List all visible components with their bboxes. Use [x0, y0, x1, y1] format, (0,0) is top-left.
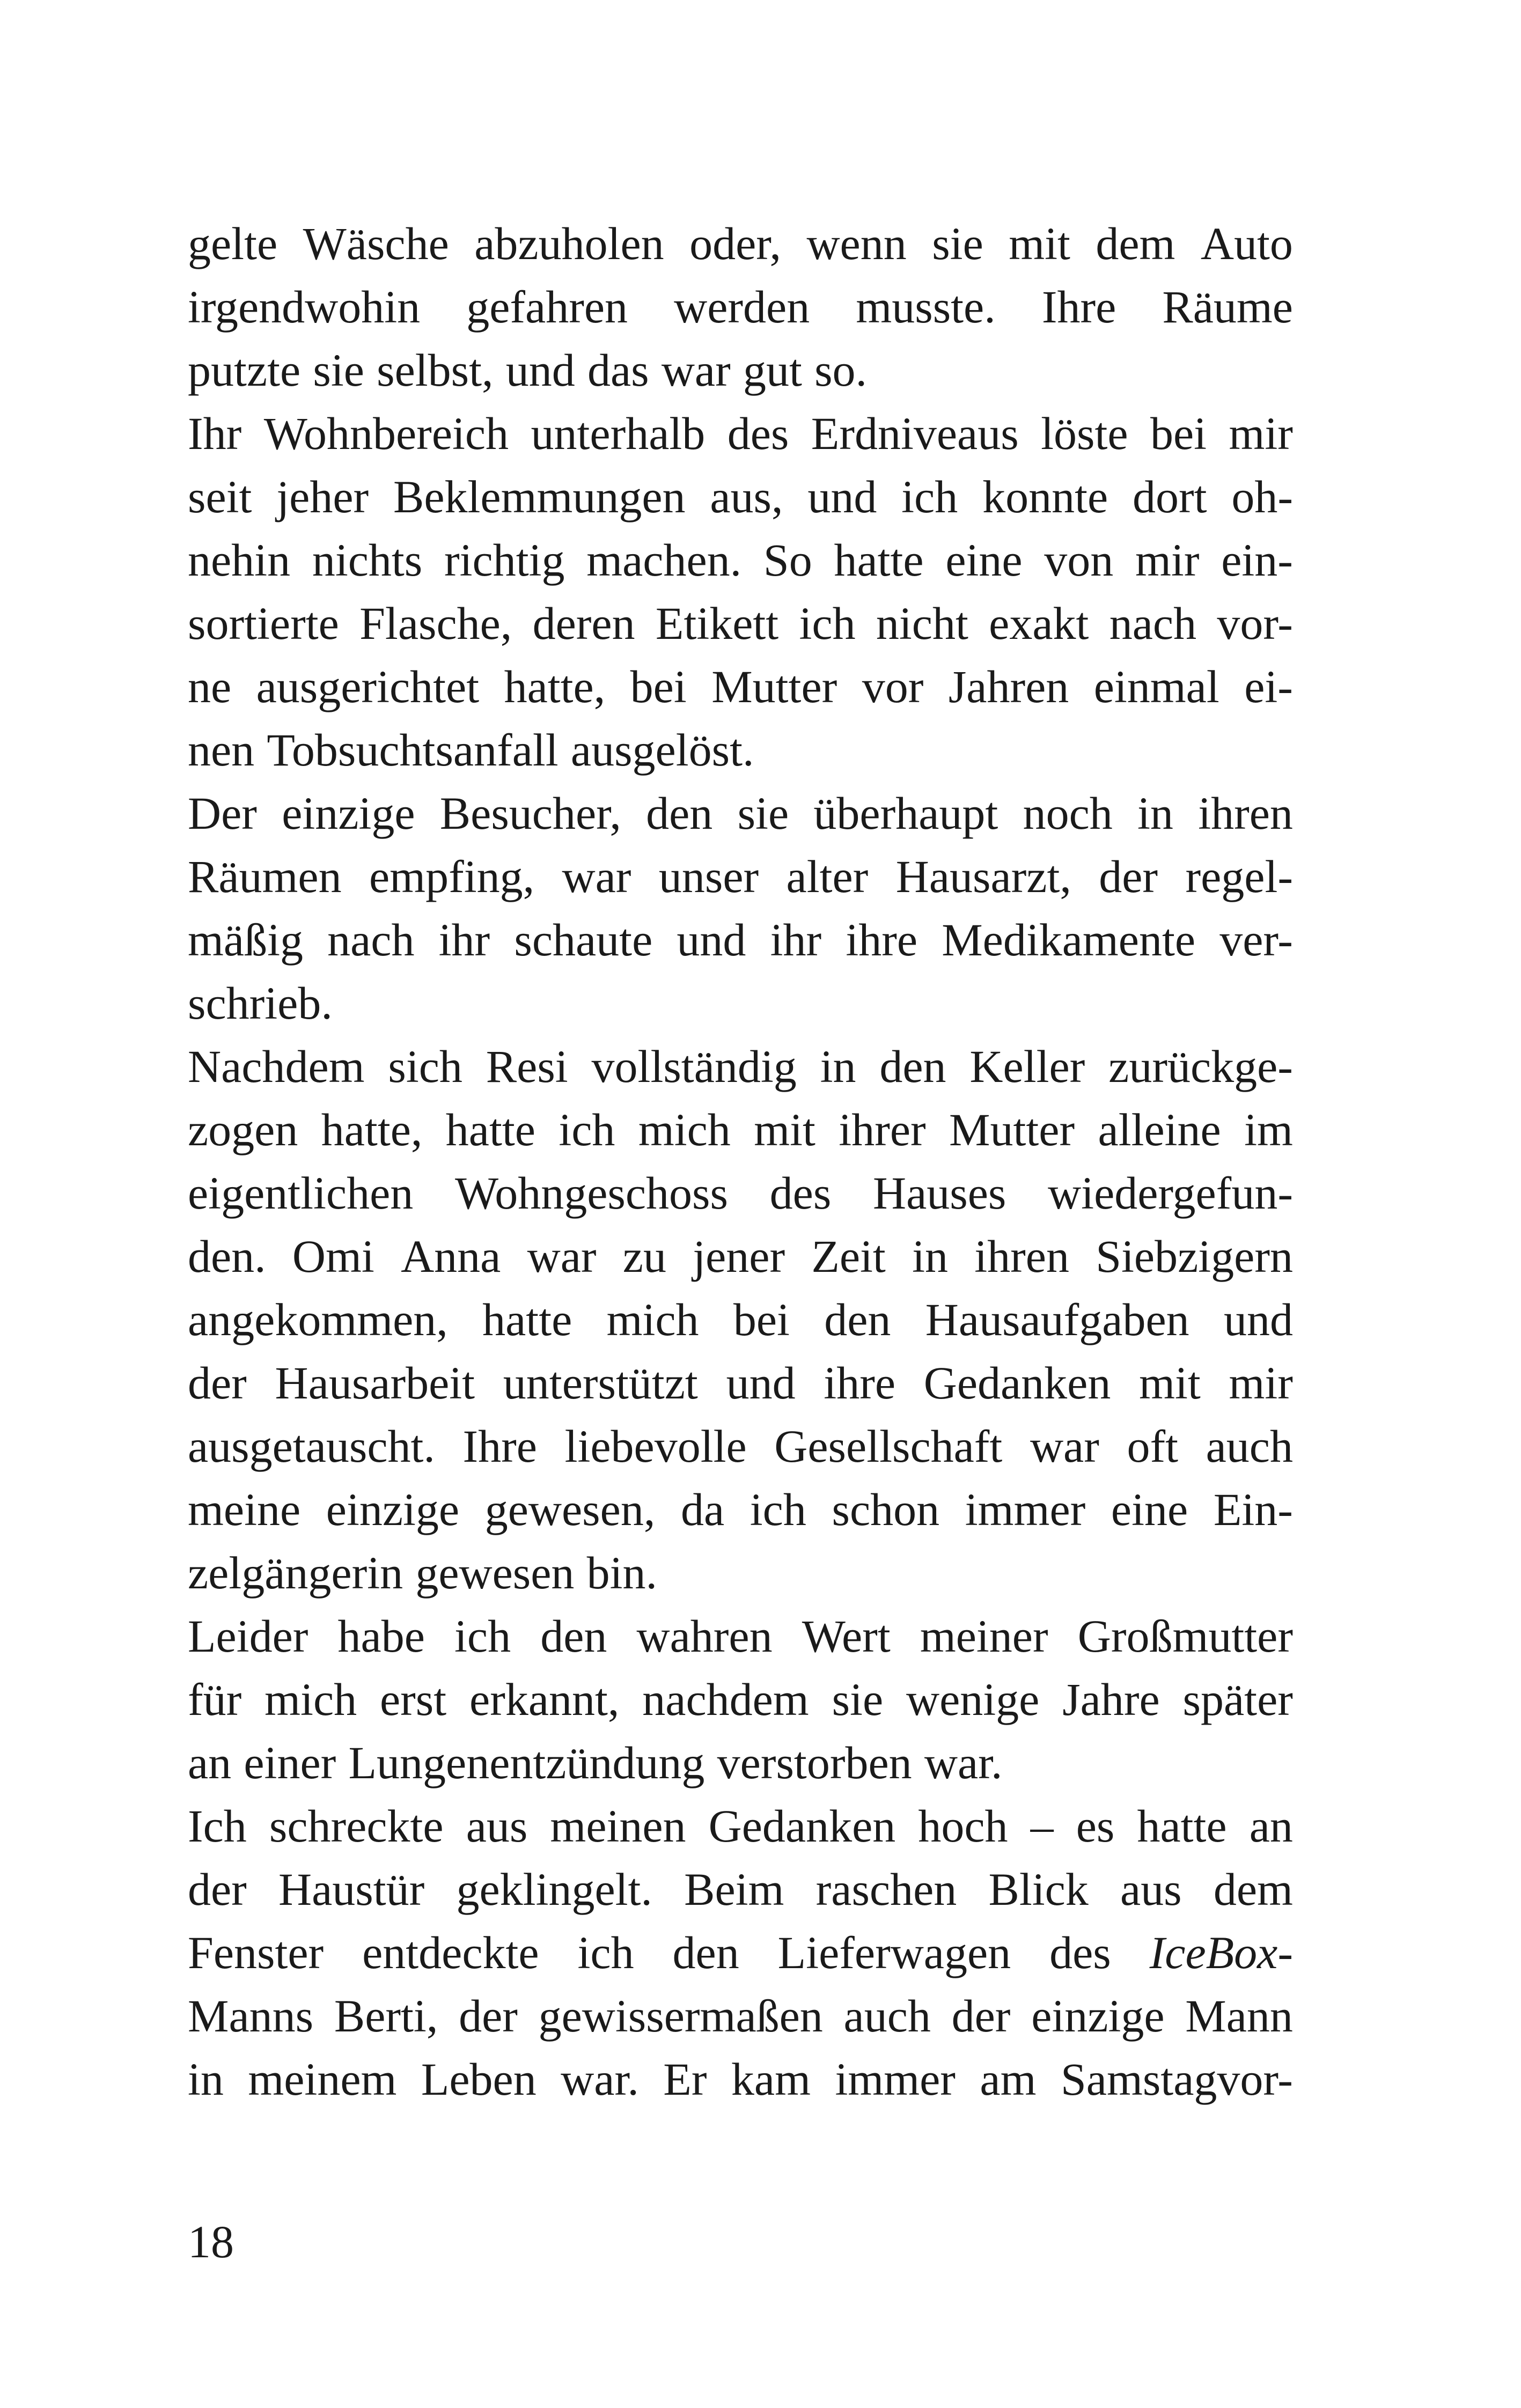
word: unterstützt — [503, 1357, 698, 1409]
word: schrieb. — [188, 977, 333, 1029]
text-line — [188, 718, 1293, 782]
word: Omi — [292, 1231, 374, 1282]
text-line — [188, 1858, 1293, 1921]
word: alleine — [1098, 1104, 1221, 1155]
word: mit — [754, 1104, 815, 1155]
text-line — [188, 908, 1293, 971]
word: war — [1030, 1420, 1099, 1472]
word: Räumen — [188, 851, 342, 902]
word: schreckte — [269, 1800, 444, 1852]
word: ihren — [974, 1231, 1069, 1282]
word: Mann — [1185, 1990, 1293, 2042]
word: seit — [188, 471, 252, 522]
word: war. — [924, 1737, 1003, 1788]
word: Blick — [988, 1864, 1089, 1915]
word: Ihre — [1041, 281, 1116, 333]
text-line — [188, 1921, 1293, 1984]
text-line — [188, 1668, 1293, 1731]
word: ich — [750, 1484, 806, 1535]
word: Berti, — [334, 1990, 438, 2042]
word: und — [726, 1357, 796, 1409]
word: und — [807, 471, 877, 522]
word: auch — [843, 1990, 931, 2042]
word: ausgetauscht. — [188, 1420, 435, 1472]
word: den — [646, 787, 713, 839]
word: war — [661, 344, 731, 396]
word: Räume — [1162, 281, 1293, 333]
word: für — [188, 1674, 242, 1725]
word: hatte — [482, 1294, 572, 1345]
word: habe — [337, 1610, 425, 1662]
word: und — [505, 344, 575, 396]
text-line — [188, 1035, 1293, 1098]
word: und — [1223, 1294, 1293, 1345]
word: mich — [638, 1104, 731, 1155]
word: machen. — [586, 534, 742, 586]
word: später — [1182, 1674, 1293, 1725]
word: nach — [327, 914, 415, 966]
word: Hauses — [873, 1167, 1006, 1219]
word: bei — [630, 661, 687, 712]
word: Siebzigern — [1096, 1231, 1293, 1282]
word: Ich — [188, 1800, 247, 1852]
word: eine — [945, 534, 1023, 586]
word: nichts — [312, 534, 423, 586]
word: bin. — [586, 1547, 658, 1599]
word: gewissermaßen — [538, 1990, 823, 2042]
word: einmal — [1093, 661, 1219, 712]
word: musste. — [856, 281, 996, 333]
word: bei — [1150, 408, 1207, 459]
word: Lungenentzündung — [348, 1737, 705, 1788]
text-line — [188, 971, 1293, 1035]
word: schon — [832, 1484, 940, 1535]
text-line — [188, 1478, 1293, 1541]
text-line — [188, 528, 1293, 592]
word: des — [727, 408, 789, 459]
word: war. — [561, 2053, 639, 2105]
word: ich — [454, 1610, 511, 1662]
word: löste — [1041, 408, 1128, 459]
word: gelte — [188, 218, 278, 269]
word: war — [562, 851, 631, 902]
word: vollständig — [591, 1041, 797, 1092]
word: verstorben — [717, 1737, 912, 1788]
word: den — [879, 1041, 946, 1092]
word: hoch — [918, 1800, 1008, 1852]
word: ihre — [846, 914, 918, 966]
word: gewesen, — [484, 1484, 656, 1535]
text-line — [188, 1415, 1293, 1478]
text-line — [188, 1161, 1293, 1225]
word: sie — [313, 344, 364, 396]
word: Zeit — [811, 1231, 886, 1282]
word: selbst, — [377, 344, 494, 396]
word: zu — [622, 1231, 666, 1282]
word: Ein- — [1213, 1484, 1293, 1535]
word: kam — [731, 2053, 811, 2105]
word: ei- — [1244, 661, 1293, 712]
word: da — [680, 1484, 725, 1535]
word: am — [980, 2053, 1037, 2105]
word: Etikett — [655, 598, 779, 649]
word: Besucher, — [439, 787, 621, 839]
word: Beklemmungen — [393, 471, 686, 522]
word: mich — [264, 1674, 357, 1725]
word: richtig — [444, 534, 565, 586]
word: vor- — [1217, 598, 1293, 649]
word: dem — [1096, 218, 1175, 269]
word: Wäsche — [303, 218, 449, 269]
word: abzuholen — [474, 218, 664, 269]
word: der — [1099, 851, 1158, 902]
word: oder, — [689, 218, 781, 269]
word: unser — [658, 851, 759, 902]
text-line — [188, 782, 1293, 845]
word: irgendwohin — [188, 281, 421, 333]
word: des — [1049, 1927, 1111, 1978]
word: nen — [188, 724, 255, 776]
word: Resi — [486, 1041, 568, 1092]
word: nach — [1109, 598, 1197, 649]
word: aus, — [710, 471, 783, 522]
word: des — [769, 1167, 832, 1219]
word: war — [527, 1231, 597, 1282]
word: eigentlichen — [188, 1167, 414, 1219]
word: sie — [737, 787, 789, 839]
word: den — [540, 1610, 607, 1662]
word: der — [459, 1990, 518, 2042]
word: ihr — [770, 914, 822, 966]
text-line — [188, 845, 1293, 908]
word: erkannt, — [469, 1674, 620, 1725]
word: eine — [1111, 1484, 1188, 1535]
word: Manns — [188, 1990, 314, 2042]
word: an — [1249, 1800, 1293, 1852]
word: einzige — [282, 787, 415, 839]
word: ihren — [1198, 787, 1293, 839]
word: Flasche, — [359, 598, 512, 649]
word: aus — [1120, 1864, 1182, 1915]
text-line — [188, 338, 1293, 402]
word: Anna — [401, 1231, 501, 1282]
word: in — [1137, 787, 1173, 839]
word: an — [188, 1737, 232, 1788]
word: und — [677, 914, 746, 966]
word: angekommen, — [188, 1294, 448, 1345]
word: dem — [1213, 1864, 1293, 1915]
word: bei — [733, 1294, 790, 1345]
word: zogen — [188, 1104, 298, 1155]
word: ausgerichtet — [256, 661, 480, 712]
word: auch — [1206, 1420, 1293, 1472]
word: schaute — [514, 914, 653, 966]
word: nicht — [876, 598, 968, 649]
word: hatte — [1137, 1800, 1227, 1852]
text-line — [188, 1984, 1293, 2048]
word: Leben — [421, 2053, 537, 2105]
word: ne — [188, 661, 232, 712]
word: den — [672, 1927, 739, 1978]
word: nachdem — [642, 1674, 809, 1725]
text-line — [188, 1351, 1293, 1415]
word: es — [1076, 1800, 1115, 1852]
word: ich — [577, 1927, 634, 1978]
word: mir — [1229, 1357, 1293, 1409]
word: werden — [674, 281, 810, 333]
word: Hausarbeit — [275, 1357, 475, 1409]
word: von — [1044, 534, 1114, 586]
text-line — [188, 275, 1293, 338]
word: meiner — [920, 1610, 1048, 1662]
word: Wohngeschoss — [454, 1167, 728, 1219]
text-line — [188, 2048, 1293, 2111]
page-number: 18 — [188, 2216, 234, 2267]
word: liebevolle — [564, 1420, 747, 1472]
word: den. — [188, 1231, 266, 1282]
text-line — [188, 592, 1293, 655]
word: einzige — [326, 1484, 460, 1535]
word: Der — [188, 787, 257, 839]
word: Hausarzt, — [895, 851, 1071, 902]
word: noch — [1023, 787, 1113, 839]
text-line — [188, 465, 1293, 528]
word: mir — [1229, 408, 1293, 459]
text-line — [188, 1225, 1293, 1288]
word: wahren — [636, 1610, 773, 1662]
word: deren — [532, 598, 635, 649]
word: Nachdem — [188, 1041, 365, 1092]
word: Jahren — [948, 661, 1069, 712]
word: raschen — [815, 1864, 957, 1915]
word: empfing, — [369, 851, 535, 902]
word: mich — [606, 1294, 699, 1345]
word: in — [820, 1041, 856, 1092]
word: wiedergefun- — [1048, 1167, 1293, 1219]
word: sie — [932, 218, 983, 269]
word: Jahre — [1062, 1674, 1160, 1725]
word: aus — [466, 1800, 528, 1852]
word: gewesen — [415, 1547, 575, 1599]
word: Mutter — [711, 661, 837, 712]
word: ihre — [824, 1357, 895, 1409]
word: meinem — [248, 2053, 397, 2105]
word: IceBox- — [1149, 1927, 1293, 1978]
word: Haustür — [278, 1864, 425, 1915]
body-text — [188, 212, 1293, 2111]
word: im — [1244, 1104, 1293, 1155]
word: Großmutter — [1077, 1610, 1293, 1662]
word: oh- — [1231, 471, 1293, 522]
word: Er — [663, 2053, 707, 2105]
word: in — [912, 1231, 948, 1282]
word: jener — [693, 1231, 785, 1282]
word: Leider — [188, 1610, 308, 1662]
text-line — [188, 655, 1293, 718]
word: ich — [901, 471, 958, 522]
word: hatte, — [321, 1104, 423, 1155]
word: ver- — [1219, 914, 1293, 966]
word: Gesellschaft — [774, 1420, 1003, 1472]
word: zurückge- — [1108, 1041, 1293, 1092]
word: Medikamente — [942, 914, 1196, 966]
word: wenige — [906, 1674, 1040, 1725]
word: hatte, — [504, 661, 606, 712]
word: Samstagvor- — [1060, 2053, 1293, 2105]
text-line — [188, 1098, 1293, 1161]
word: einzige — [1031, 1990, 1165, 2042]
word: zelgängerin — [188, 1547, 403, 1599]
word: Keller — [969, 1041, 1085, 1092]
word: meine — [188, 1484, 301, 1535]
word: hatte — [445, 1104, 535, 1155]
word: alter — [786, 851, 869, 902]
word: Gedanken — [923, 1357, 1111, 1409]
word: Mutter — [949, 1104, 1075, 1155]
word: so. — [814, 344, 868, 396]
text-line — [188, 1541, 1293, 1604]
word: erst — [380, 1674, 447, 1725]
word: Ihre — [462, 1420, 537, 1472]
text-line — [188, 1288, 1293, 1351]
word: der — [188, 1357, 247, 1409]
word: ein- — [1221, 534, 1293, 586]
word: immer — [965, 1484, 1086, 1535]
word: oft — [1127, 1420, 1179, 1472]
word: wenn — [806, 218, 907, 269]
word: einer — [244, 1737, 336, 1788]
word: Auto — [1200, 218, 1293, 269]
word: jeher — [276, 471, 369, 522]
word: ausgelöst. — [570, 724, 754, 776]
word: Fenster — [188, 1927, 324, 1978]
text-line — [188, 402, 1293, 465]
word: regel- — [1185, 851, 1293, 902]
word: Tobsuchtsanfall — [267, 724, 559, 776]
word: der — [188, 1864, 247, 1915]
word: ihrer — [839, 1104, 926, 1155]
word: Wert — [802, 1610, 891, 1662]
word: exakt — [989, 598, 1089, 649]
word: Lieferwagen — [777, 1927, 1011, 1978]
word: ich — [559, 1104, 615, 1155]
word: in — [188, 2053, 224, 2105]
word: Ihr — [188, 408, 242, 459]
text-line — [188, 1731, 1293, 1794]
word: Hausaufgaben — [925, 1294, 1189, 1345]
word: das — [587, 344, 649, 396]
word: hatte — [834, 534, 924, 586]
word: – — [1030, 1800, 1054, 1852]
word: gefahren — [466, 281, 628, 333]
word: sie — [832, 1674, 884, 1725]
word: vor — [862, 661, 924, 712]
word: dort — [1132, 471, 1207, 522]
word: So — [763, 534, 812, 586]
word: sich — [388, 1041, 462, 1092]
word: gut — [743, 344, 802, 396]
word: putzte — [188, 344, 301, 396]
text-line — [188, 1604, 1293, 1668]
word: ich — [799, 598, 856, 649]
word: konnte — [982, 471, 1108, 522]
word: ihr — [438, 914, 490, 966]
word: geklingelt. — [456, 1864, 652, 1915]
word: Wohnbereich — [263, 408, 509, 459]
word: nehin — [188, 534, 291, 586]
word: mir — [1135, 534, 1200, 586]
word: unterhalb — [531, 408, 706, 459]
word: entdeckte — [362, 1927, 539, 1978]
word: meinen — [550, 1800, 686, 1852]
text-line — [188, 212, 1293, 275]
word: den — [824, 1294, 891, 1345]
word: immer — [835, 2053, 956, 2105]
word: der — [951, 1990, 1011, 2042]
word: Erdniveaus — [811, 408, 1019, 459]
word: mit — [1139, 1357, 1201, 1409]
word: mit — [1009, 218, 1070, 269]
word: mäßig — [188, 914, 303, 966]
word: sortierte — [188, 598, 339, 649]
word: überhaupt — [813, 787, 998, 839]
text-line — [188, 1794, 1293, 1858]
word: Beim — [684, 1864, 784, 1915]
word: Gedanken — [708, 1800, 896, 1852]
